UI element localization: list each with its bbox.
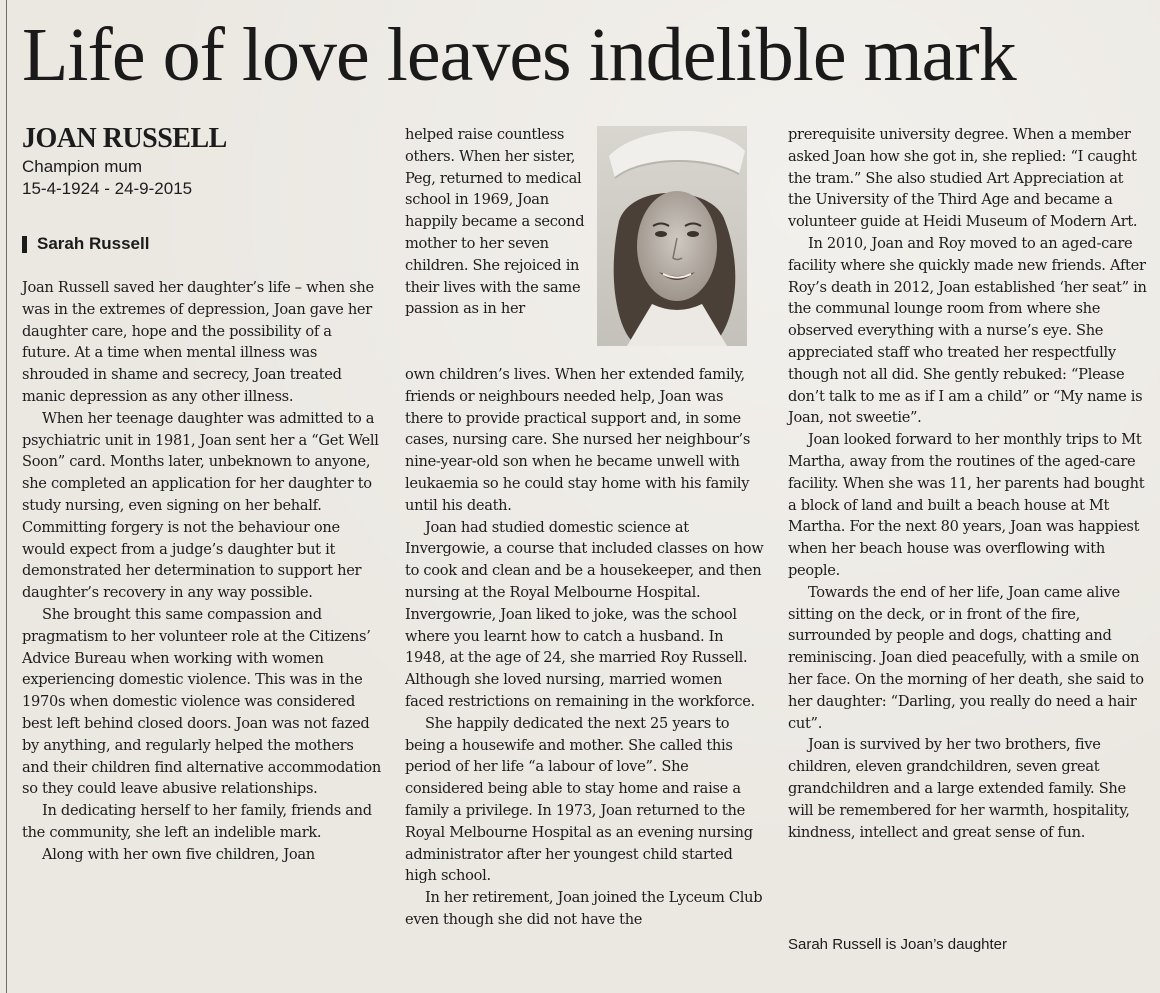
subject-name: JOAN RUSSELL	[22, 123, 227, 154]
portrait-image	[597, 126, 747, 346]
paragraph: Towards the end of her life, Joan came alive sitting on the deck, or in front of the fire, surrounded by people and dogs, chatting and reminiscing. Joan died peacefully, with a smile on her face. On the morning of her death, she said to her daughter: “Darling, you really do need a hair cut”.	[788, 583, 1144, 732]
subject-dates: 15-4-1924 - 24-9-2015	[22, 179, 193, 198]
paragraph: In dedicating herself to her family, friends and the community, she left an indelible mark.	[22, 802, 372, 841]
paragraph: Along with her own five children, Joan	[42, 845, 315, 863]
author-note: Sarah Russell is Joan’s daughter	[788, 936, 1008, 953]
paragraph: own children’s lives. When her extended family, friends or neighbours needed help, Joan was there to provide practical support and, in some cases, nursing care. She nursed her neighbour’s nine-year-old son when he became unwell with leukaemia so he could stay home with his family until his death.	[405, 366, 751, 514]
paragraph: When her teenage daughter was admitted to a psychiatric unit in 1981, Joan sent her a “Get Well Soon” card. Months later, unbeknown to anyone, she completed an application for her daughter to study nursing, even signing on her behalf. Committing forgery is not the behaviour one would expect from a judge’s daughter but it demonstrated her determination to support her daughter’s recovery in any way possible.	[22, 409, 379, 602]
column-rule	[6, 0, 7, 993]
byline-author: Sarah Russell	[37, 234, 150, 253]
article-column-1	[22, 277, 382, 866]
article-column-2-bottom	[405, 364, 765, 931]
paragraph: In her retirement, Joan joined the Lyceum Club even though she did not have the	[405, 889, 763, 928]
paragraph: She brought this same compassion and pragmatism to her volunteer role at the Citizens’ Advice Bureau when working with women experiencing domestic violence. This was in the 1970s when domestic violence was considered best left behind closed doors. Joan was not fazed by anything, and regularly helped the mothers and their children find alternative accommodation so they could leave abusive relationships.	[22, 605, 381, 798]
paragraph: helped raise countless others. When her sister, Peg, returned to medical school in 1969, Joan happily became a second mother to her seven children. She rejoiced in their lives with the same passion as in her	[405, 126, 585, 318]
subject-tagline: Champion mum	[22, 157, 142, 176]
article-column-2-top	[405, 124, 585, 320]
byline-bar	[22, 236, 27, 253]
paragraph: Joan had studied domestic science at Invergowie, a course that included classes on how to cook and clean and be a housekeeper, and then nursing at the Royal Melbourne Hospital. Invergowrie, Joan liked to joke, was the school where you learnt how to catch a husband. In 1948, at the age of 24, she married Roy Russell. Although she loved nursing, married women faced restrictions on remaining in the workforce.	[405, 518, 764, 710]
paragraph: Joan is survived by her two brothers, five children, eleven grandchildren, seven great grandchildren and a large extended family. She will be remembered for her warmth, hospitality, kindness, intellect and great sense of fun.	[788, 736, 1130, 841]
article-column-3	[788, 124, 1148, 843]
paragraph: She happily dedicated the next 25 years to being a housewife and mother. She called this period of her life “a labour of love”. She considered being able to stay home and raise a family a privilege. In 1973, Joan returned to the Royal Melbourne Hospital as an evening nursing administrator after her youngest child started high school.	[405, 714, 753, 885]
paragraph: Joan looked forward to her monthly trips to Mt Martha, away from the routines of the aged-care facility. When she was 11, her parents had bought a block of land and built a beach house at Mt Martha. For the next 80 years, Joan was happiest when her beach house was overflowing with people.	[788, 431, 1145, 579]
paragraph: Joan Russell saved her daughter’s life – when she was in the extremes of depression, Joan gave her daughter care, hope and the possibility of a future. At a time when mental illness was shrouded in shame and secrecy, Joan treated manic depression as any other illness.	[22, 279, 374, 405]
headline: Life of love leaves indelible mark	[22, 13, 1016, 97]
portrait-photo	[597, 126, 747, 346]
byline	[22, 233, 149, 255]
paragraph: In 2010, Joan and Roy moved to an aged-care facility where she quickly made new friends. After Roy’s death in 2012, Joan established ‘her seat” in the communal lounge room from where she observed everything with a nurse’s eye. She appreciated staff who treated her respectfully though not all did. She gently rebuked: “Please don’t talk to me as if I am a child” or “My name is Joan, not sweetie”.	[788, 234, 1147, 427]
paragraph: prerequisite university degree. When a member asked Joan how she got in, she replied: “I caught the tram.” She also studied Art Appreciation at the University of the Third Age and became a volunteer guide at Heidi Museum of Modern Art.	[788, 126, 1138, 231]
